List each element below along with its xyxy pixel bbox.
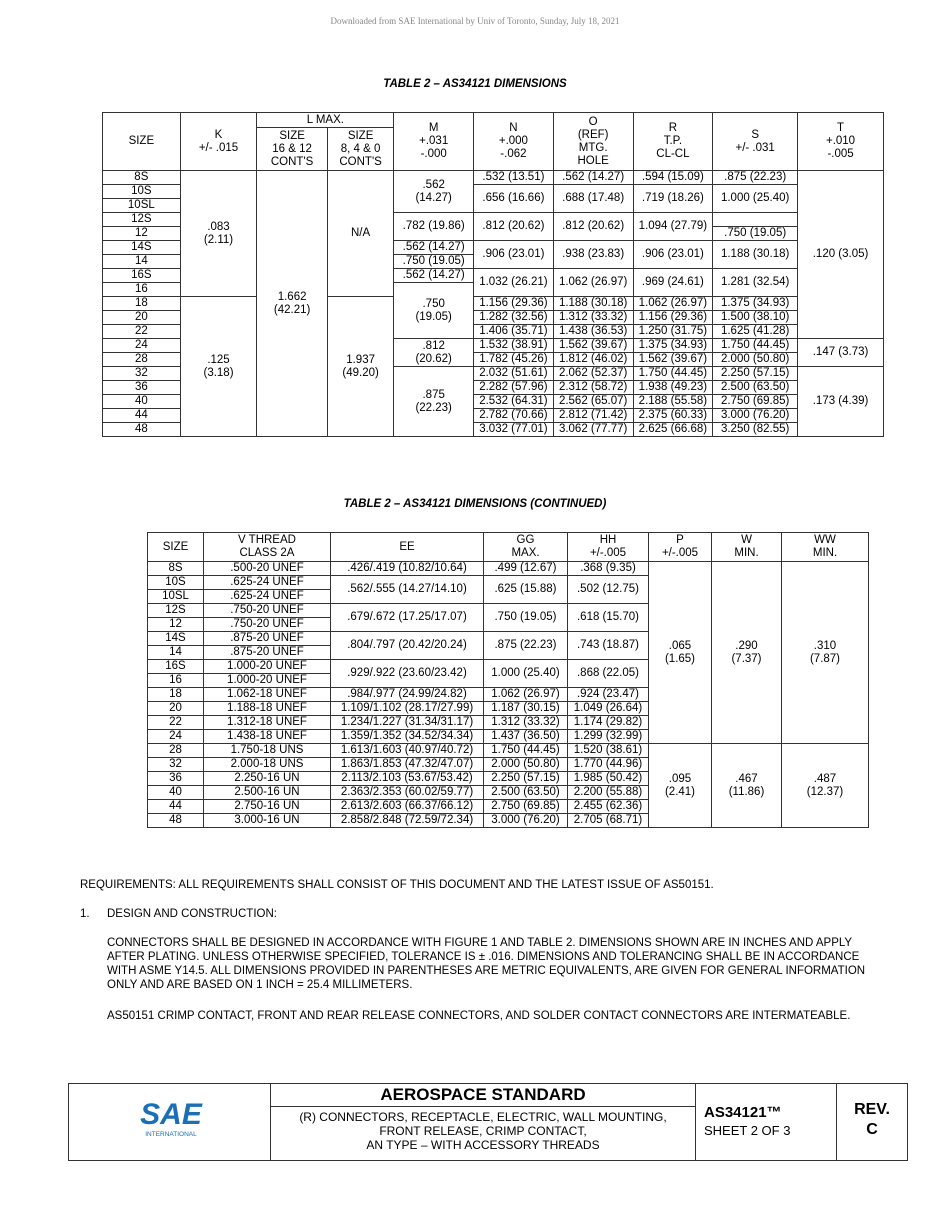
cell-size: 20 (148, 702, 204, 716)
cell-v: 1.000-20 UNEF (204, 674, 331, 688)
cell-size: 14S (103, 241, 181, 255)
cell-n: 2.532 (64.31) (474, 395, 554, 409)
cell-l2: 1.937 (49.20) (327, 297, 393, 437)
requirements-text: REQUIREMENTS: ALL REQUIREMENTS SHALL CONSIST OF THIS DOCUMENT AND THE LATEST ISSUE OF AS50151. (80, 879, 714, 891)
cell-s: 1.500 (38.10) (713, 311, 798, 325)
standard-heading: AEROSPACE STANDARD (271, 1084, 695, 1107)
cell-r: 1.156 (29.36) (633, 311, 713, 325)
intermateable-paragraph: AS50151 CRIMP CONTACT, FRONT AND REAR RELEASE CONNECTORS, AND SOLDER CONTACT CONNECTORS ARE INTERMATEABLE. (107, 1010, 851, 1022)
dimensions-table (102, 112, 884, 437)
cell-gg: 2.500 (63.50) (484, 786, 568, 800)
cell-size: 22 (148, 716, 204, 730)
cell-size: 16S (148, 660, 204, 674)
header-l-8-4-0: SIZE 8, 4 & 0 CONT'S (327, 128, 393, 171)
doc-number-cell (696, 1084, 837, 1160)
cell-ee: 1.613/1.603 (40.97/40.72) (331, 744, 484, 758)
cell-o: 1.812 (46.02) (553, 353, 633, 367)
cell-size: 48 (148, 814, 204, 828)
cell-size: 16 (103, 283, 181, 297)
cell-s: 1.625 (41.28) (713, 325, 798, 339)
header-m: M +.031 -.000 (394, 113, 474, 171)
cell-o: 2.062 (52.37) (553, 367, 633, 381)
cell-r: 2.625 (66.68) (633, 423, 713, 437)
cell-s: 2.250 (57.15) (713, 367, 798, 381)
cell-size: 16S (103, 269, 181, 283)
cell-s: .875 (22.23) (713, 171, 798, 185)
cell-v: 1.312-18 UNEF (204, 716, 331, 730)
cell-size: 10S (103, 185, 181, 199)
cell-r: 2.188 (55.58) (633, 395, 713, 409)
cell-size: 12 (148, 618, 204, 632)
cell-n: .906 (23.01) (474, 241, 554, 269)
cell-gg: .625 (15.88) (484, 576, 568, 604)
cell-gg: 1.187 (30.15) (484, 702, 568, 716)
cell-v: 1.062-18 UNEF (204, 688, 331, 702)
header-v-thread: V THREAD CLASS 2A (204, 533, 331, 562)
cell-o: 1.312 (33.32) (553, 311, 633, 325)
cell-size: 20 (103, 311, 181, 325)
cell-t: .147 (3.73) (798, 339, 884, 367)
cell-n: 1.032 (26.21) (474, 269, 554, 297)
cell-p: .065 (1.65) (649, 562, 712, 744)
document-title: (R) CONNECTORS, RECEPTACLE, ELECTRIC, WALL MOUNTING, FRONT RELEASE, CRIMP CONTACT, AN TYPE – WITH ACCESSORY THREADS (299, 1110, 667, 1152)
cell-s: 1.281 (32.54) (713, 269, 798, 297)
cell-hh: 1.049 (26.64) (568, 702, 649, 716)
cell-l2: N/A (327, 171, 393, 297)
cell-size: 18 (103, 297, 181, 311)
cell-r: .969 (24.61) (633, 269, 713, 297)
header-ww: WW MIN. (782, 533, 869, 562)
table-row (148, 744, 869, 758)
section-title: DESIGN AND CONSTRUCTION: (107, 908, 277, 920)
cell-s: 1.188 (30.18) (713, 241, 798, 269)
cell-size: 8S (103, 171, 181, 185)
cell-v: .875-20 UNEF (204, 632, 331, 646)
cell-v: 2.000-18 UNS (204, 758, 331, 772)
cell-size: 24 (103, 339, 181, 353)
sae-logo (135, 1094, 207, 1140)
cell-r: .719 (18.26) (633, 185, 713, 213)
title-cell (271, 1084, 696, 1160)
cell-m: .875 (22.23) (394, 367, 474, 437)
cell-v: 1.188-18 UNEF (204, 702, 331, 716)
cell-hh: 1.299 (32.99) (568, 730, 649, 744)
table1-caption: TABLE 2 – AS34121 DIMENSIONS (383, 78, 567, 90)
cell-size: 22 (103, 325, 181, 339)
header-l-16-12: SIZE 16 & 12 CONT'S (257, 128, 328, 171)
cell-o: 3.062 (77.77) (553, 423, 633, 437)
cell-size: 40 (103, 395, 181, 409)
cell-size: 36 (103, 381, 181, 395)
cell-ee: .426/.419 (10.82/10.64) (331, 562, 484, 576)
cell-hh: 1.174 (29.82) (568, 716, 649, 730)
cell-t: .173 (4.39) (798, 367, 884, 437)
cell-size: 28 (103, 353, 181, 367)
cell-o: 2.312 (58.72) (553, 381, 633, 395)
cell-m: .562 (14.27) (394, 269, 474, 283)
cell-size: 8S (148, 562, 204, 576)
cell-size: 10SL (103, 199, 181, 213)
cell-size: 10SL (148, 590, 204, 604)
header-t: T +.010 -.005 (798, 113, 884, 171)
header-hh: HH +/-.005 (568, 533, 649, 562)
cell-size: 28 (148, 744, 204, 758)
cell-size: 14 (103, 255, 181, 269)
cell-s: 2.750 (69.85) (713, 395, 798, 409)
cell-size: 48 (103, 423, 181, 437)
cell-size: 44 (103, 409, 181, 423)
svg-text:SAE: SAE (140, 1098, 202, 1131)
title-block (68, 1083, 908, 1161)
table-row (103, 297, 884, 311)
cell-p: .095 (2.41) (649, 744, 712, 828)
cell-gg: 1.437 (36.50) (484, 730, 568, 744)
cell-n: 2.032 (51.61) (474, 367, 554, 381)
cell-s: 3.000 (76.20) (713, 409, 798, 423)
cell-size: 14 (148, 646, 204, 660)
cell-r: 2.375 (60.33) (633, 409, 713, 423)
cell-ee: 2.113/2.103 (53.67/53.42) (331, 772, 484, 786)
cell-hh: .743 (18.87) (568, 632, 649, 660)
cell-size: 16 (148, 674, 204, 688)
cell-size: 12S (103, 213, 181, 227)
cell-size: 12 (103, 227, 181, 241)
cell-ee: .804/.797 (20.42/20.24) (331, 632, 484, 660)
cell-o: 1.062 (26.97) (553, 269, 633, 297)
header-l-max: L MAX. (257, 113, 394, 128)
cell-hh: 2.455 (62.36) (568, 800, 649, 814)
cell-v: .500-20 UNEF (204, 562, 331, 576)
cell-s: 2.500 (63.50) (713, 381, 798, 395)
cell-size: 12S (148, 604, 204, 618)
cell-o: .688 (17.48) (553, 185, 633, 213)
cell-gg: 1.312 (33.32) (484, 716, 568, 730)
cell-m: .750 (19.05) (713, 227, 798, 241)
cell-n: 1.782 (45.26) (474, 353, 554, 367)
cell-s: 1.000 (25.40) (713, 185, 798, 213)
cell-ee: .929/.922 (23.60/23.42) (331, 660, 484, 688)
header-gg: GG MAX. (484, 533, 568, 562)
table-row (103, 171, 884, 185)
cell-o: .938 (23.83) (553, 241, 633, 269)
cell-size: 24 (148, 730, 204, 744)
cell-o: 1.438 (36.53) (553, 325, 633, 339)
cell-n: 1.282 (32.56) (474, 311, 554, 325)
header-p: P +/-.005 (649, 533, 712, 562)
cell-r: 1.375 (34.93) (633, 339, 713, 353)
cell-gg: 1.062 (26.97) (484, 688, 568, 702)
cell-m: .812 (20.62) (394, 339, 474, 367)
cell-gg: 1.750 (44.45) (484, 744, 568, 758)
cell-w: .290 (7.37) (712, 562, 782, 744)
header-ee: EE (331, 533, 484, 562)
cell-size: 44 (148, 800, 204, 814)
cell-ww: .310 (7.87) (782, 562, 869, 744)
cell-ee: 1.109/1.102 (28.17/27.99) (331, 702, 484, 716)
cell-r: 1.750 (44.45) (633, 367, 713, 381)
cell-ee: .984/.977 (24.99/24.82) (331, 688, 484, 702)
header-s: S +/- .031 (713, 113, 798, 171)
cell-v: 2.250-16 UN (204, 772, 331, 786)
cell-size: 36 (148, 772, 204, 786)
cell-s: 1.750 (44.45) (713, 339, 798, 353)
section-number: 1. (80, 908, 90, 920)
cell-o: 2.812 (71.42) (553, 409, 633, 423)
cell-w: .467 (11.86) (712, 744, 782, 828)
cell-gg: .750 (19.05) (484, 604, 568, 632)
cell-n: .656 (16.66) (474, 185, 554, 213)
cell-gg: 2.000 (50.80) (484, 758, 568, 772)
cell-s: 1.094 (27.79) (633, 213, 713, 241)
cell-hh: .618 (15.70) (568, 604, 649, 632)
cell-v: 2.750-16 UN (204, 800, 331, 814)
cell-n: .782 (19.86) (394, 213, 474, 241)
cell-gg: 2.250 (57.15) (484, 772, 568, 786)
logo-cell (69, 1084, 271, 1160)
cell-l1: 1.662 (42.21) (257, 171, 328, 437)
thread-dimensions-table (147, 532, 869, 828)
cell-ee: 2.858/2.848 (72.59/72.34) (331, 814, 484, 828)
header-r: R T.P. CL-CL (633, 113, 713, 171)
table-row (148, 562, 869, 576)
cell-o: 2.562 (65.07) (553, 395, 633, 409)
cell-n: 1.532 (38.91) (474, 339, 554, 353)
header-n: N +.000 -.062 (474, 113, 554, 171)
cell-hh: 2.705 (68.71) (568, 814, 649, 828)
design-paragraph: CONNECTORS SHALL BE DESIGNED IN ACCORDANCE WITH FIGURE 1 AND TABLE 2. DIMENSIONS SHOWN ARE IN INCHES AND APPLY AFTER PLATING. UNLESS OTHERWISE SPECIFIED, TOLERANCE IS ± .016. DIMENSIONS AND TOLERANCING SHALL BE IN ACCORDANCE WITH ASME Y14.5. ALL DIMENSIONS PROVIDED IN PARENTHESES ARE METRIC EQUIVALENTS, ARE GIVEN FOR GENERAL INFORMATION ONLY AND ARE BASED ON 1 INCH = 25.4 MILLIMETERS. (107, 937, 866, 991)
cell-v: 1.750-18 UNS (204, 744, 331, 758)
cell-v: .625-24 UNEF (204, 576, 331, 590)
cell-ee: 1.359/1.352 (34.52/34.34) (331, 730, 484, 744)
cell-n: 2.282 (57.96) (474, 381, 554, 395)
cell-n: 1.156 (29.36) (474, 297, 554, 311)
revision-cell (837, 1084, 907, 1160)
cell-n: 1.406 (35.71) (474, 325, 554, 339)
cell-r: .594 (15.09) (633, 171, 713, 185)
cell-r: 1.250 (31.75) (633, 325, 713, 339)
cell-s: 1.375 (34.93) (713, 297, 798, 311)
cell-o: 1.562 (39.67) (553, 339, 633, 353)
cell-hh: 1.770 (44.96) (568, 758, 649, 772)
cell-t: .120 (3.05) (798, 171, 884, 339)
cell-v: 3.000-16 UN (204, 814, 331, 828)
cell-r: 1.062 (26.97) (633, 297, 713, 311)
cell-hh: 2.200 (55.88) (568, 786, 649, 800)
cell-gg: .499 (12.67) (484, 562, 568, 576)
cell-m: .750 (19.05) (394, 283, 474, 339)
cell-s: 2.000 (50.80) (713, 353, 798, 367)
header-size: SIZE (103, 113, 181, 171)
cell-hh: .502 (12.75) (568, 576, 649, 604)
cell-ee: 1.863/1.853 (47.32/47.07) (331, 758, 484, 772)
table2-caption: TABLE 2 – AS34121 DIMENSIONS (CONTINUED) (343, 498, 607, 510)
cell-size: 14S (148, 632, 204, 646)
cell-m: .562 (14.27) (394, 171, 474, 213)
cell-v: .875-20 UNEF (204, 646, 331, 660)
cell-gg: 2.750 (69.85) (484, 800, 568, 814)
sheet-number: SHEET 2 OF 3 (704, 1123, 791, 1138)
cell-o: 1.188 (30.18) (553, 297, 633, 311)
cell-ee: .562/.555 (14.27/14.10) (331, 576, 484, 604)
svg-text:INTERNATIONAL: INTERNATIONAL (145, 1131, 197, 1138)
cell-hh: .924 (23.47) (568, 688, 649, 702)
cell-hh: 1.520 (38.61) (568, 744, 649, 758)
cell-v: .750-20 UNEF (204, 604, 331, 618)
cell-v: 1.438-18 UNEF (204, 730, 331, 744)
cell-v: 2.500-16 UN (204, 786, 331, 800)
header-w: W MIN. (712, 533, 782, 562)
cell-gg: 1.000 (25.40) (484, 660, 568, 688)
cell-v: .750-20 UNEF (204, 618, 331, 632)
cell-o: .562 (14.27) (553, 171, 633, 185)
cell-n: 2.782 (70.66) (474, 409, 554, 423)
cell-v: 1.000-20 UNEF (204, 660, 331, 674)
cell-n: 3.032 (77.01) (474, 423, 554, 437)
cell-r: 1.562 (39.67) (633, 353, 713, 367)
cell-ee: 1.234/1.227 (31.34/31.17) (331, 716, 484, 730)
cell-size: 10S (148, 576, 204, 590)
cell-r: .906 (23.01) (633, 241, 713, 269)
cell-ww: .487 (12.37) (782, 744, 869, 828)
cell-hh: 1.985 (50.42) (568, 772, 649, 786)
cell-size: 32 (148, 758, 204, 772)
cell-m: .750 (19.05) (394, 255, 474, 269)
cell-hh: .868 (22.05) (568, 660, 649, 688)
cell-size: 40 (148, 786, 204, 800)
revision: REV. C (854, 1101, 890, 1138)
cell-size: 18 (148, 688, 204, 702)
header-o: O (REF) MTG. HOLE (553, 113, 633, 171)
cell-k: .125 (3.18) (180, 297, 257, 437)
cell-gg: .875 (22.23) (484, 632, 568, 660)
cell-hh: .368 (9.35) (568, 562, 649, 576)
cell-m: .562 (14.27) (394, 241, 474, 255)
cell-o: .812 (20.62) (474, 213, 554, 241)
cell-s: 3.250 (82.55) (713, 423, 798, 437)
cell-size: 32 (103, 367, 181, 381)
cell-n: .532 (13.51) (474, 171, 554, 185)
cell-ee: .679/.672 (17.25/17.07) (331, 604, 484, 632)
document-number: AS34121™ (704, 1104, 782, 1121)
header-size: SIZE (148, 533, 204, 562)
cell-ee: 2.363/2.353 (60.02/59.77) (331, 786, 484, 800)
cell-gg: 3.000 (76.20) (484, 814, 568, 828)
cell-r: .812 (20.62) (553, 213, 633, 241)
header-k: K +/- .015 (180, 113, 257, 171)
cell-k: .083 (2.11) (180, 171, 257, 297)
cell-v: .625-24 UNEF (204, 590, 331, 604)
download-notice: Downloaded from SAE International by Univ of Toronto, Sunday, July 18, 2021 (330, 16, 620, 26)
cell-ee: 2.613/2.603 (66.37/66.12) (331, 800, 484, 814)
cell-r: 1.938 (49.23) (633, 381, 713, 395)
